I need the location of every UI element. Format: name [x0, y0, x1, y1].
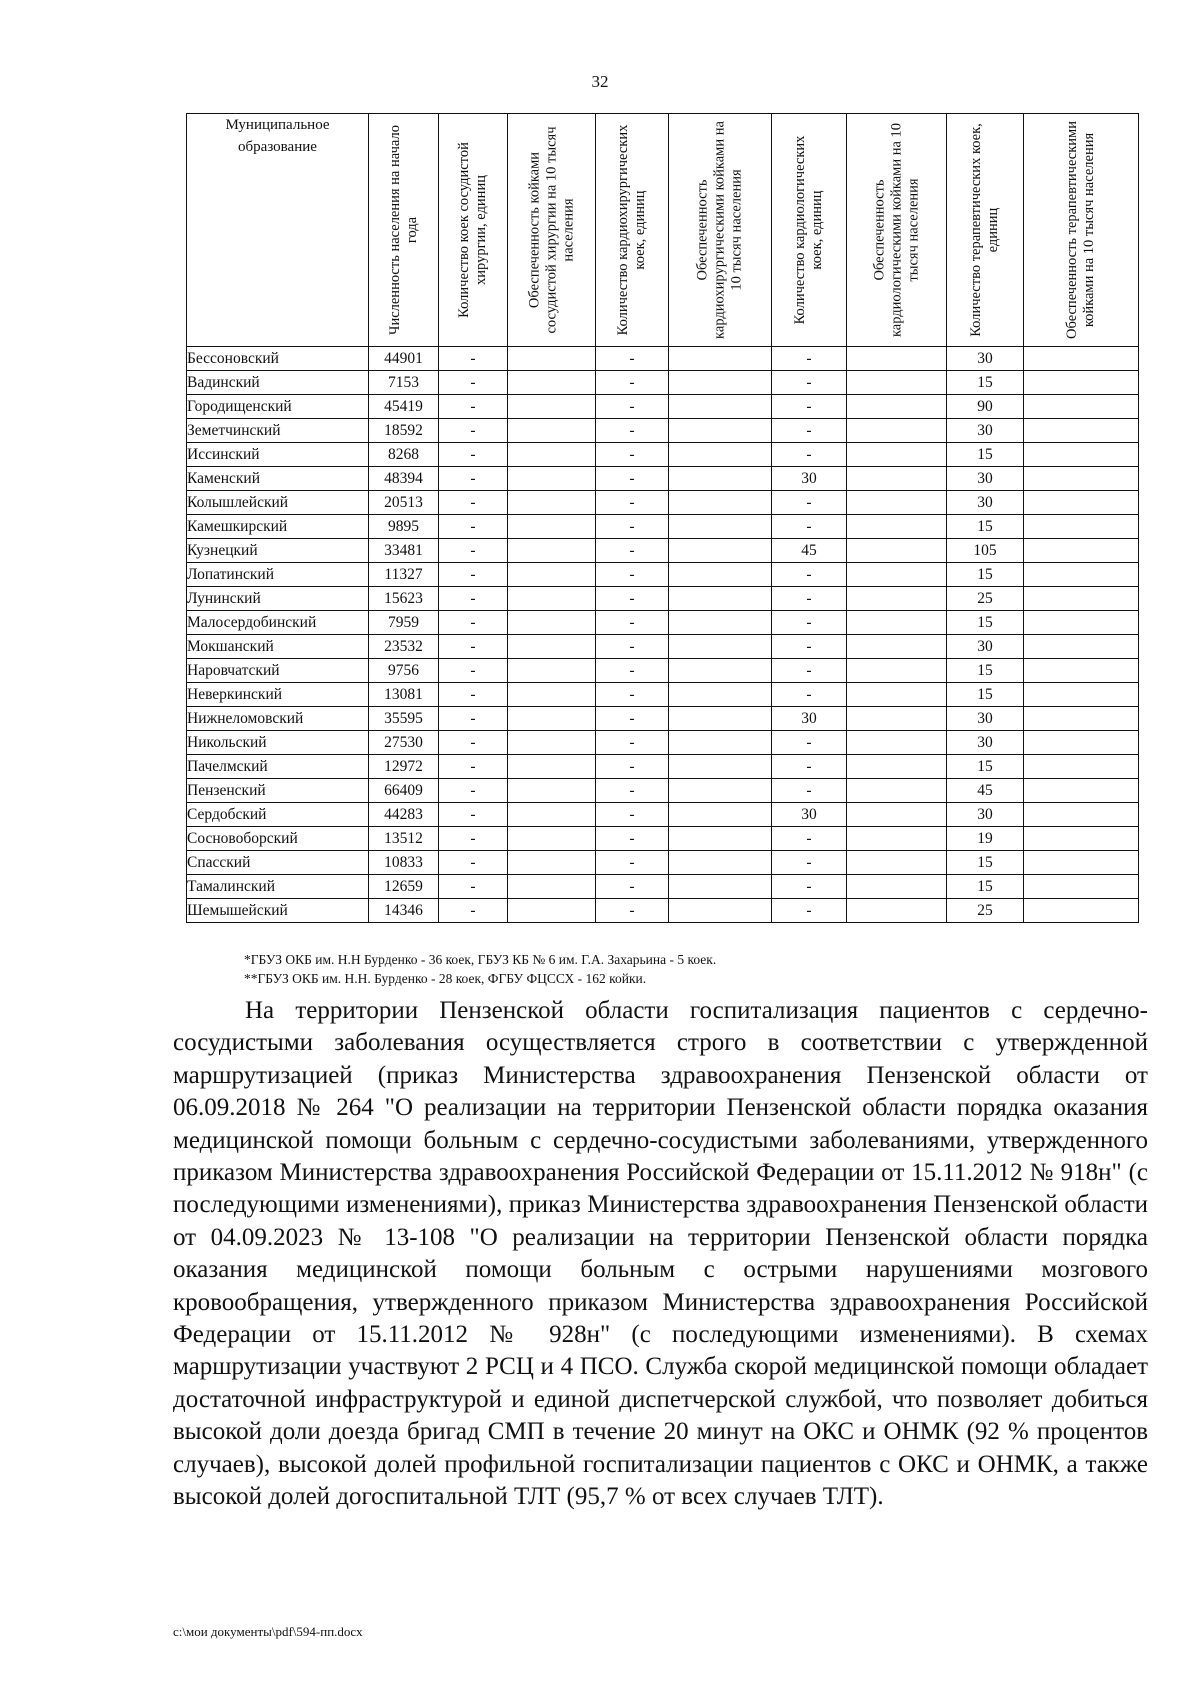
table-row — [187, 563, 1139, 587]
table-cell: - — [439, 515, 508, 539]
table-cell: - — [439, 563, 508, 587]
table-cell: 44901 — [369, 347, 439, 371]
table-row — [187, 635, 1139, 659]
table-cell: - — [439, 419, 508, 443]
table-cell — [669, 371, 772, 395]
table-cell: - — [772, 563, 847, 587]
table-row — [187, 587, 1139, 611]
table-cell: 10833 — [369, 851, 439, 875]
table-cell — [1024, 395, 1139, 419]
table-cell: 12659 — [369, 875, 439, 899]
table-cell: - — [439, 803, 508, 827]
municipality-cell: Сердобский — [187, 803, 369, 827]
table-cell: - — [439, 635, 508, 659]
table-cell: - — [596, 371, 669, 395]
table-cell: 15 — [947, 875, 1024, 899]
table-cell: - — [596, 731, 669, 755]
table-cell — [669, 515, 772, 539]
table-cell — [847, 635, 947, 659]
table-cell: 13512 — [369, 827, 439, 851]
table-cell: 15 — [947, 611, 1024, 635]
table-cell — [669, 563, 772, 587]
table-cell — [847, 899, 947, 923]
table-cell: - — [772, 491, 847, 515]
table-cell — [669, 491, 772, 515]
table-cell — [508, 851, 596, 875]
table-row — [187, 755, 1139, 779]
table-cell — [669, 395, 772, 419]
header-cardiosurgical-beds — [596, 114, 669, 347]
table-cell: 15 — [947, 443, 1024, 467]
table-cell: - — [596, 683, 669, 707]
table-cell — [847, 683, 947, 707]
table-cell: - — [439, 443, 508, 467]
table-cell: - — [596, 419, 669, 443]
table-cell: 30 — [772, 707, 847, 731]
table-cell: 20513 — [369, 491, 439, 515]
table-cell: - — [439, 395, 508, 419]
table-cell: - — [596, 875, 669, 899]
table-cell — [508, 683, 596, 707]
table-cell — [508, 563, 596, 587]
table-cell: 30 — [947, 731, 1024, 755]
table-cell — [1024, 587, 1139, 611]
table-cell — [1024, 875, 1139, 899]
table-header-row — [187, 114, 1139, 347]
table-row — [187, 707, 1139, 731]
table-cell: - — [439, 779, 508, 803]
table-cell — [1024, 827, 1139, 851]
table-body — [187, 347, 1139, 923]
table-cell — [1024, 779, 1139, 803]
table-cell — [1024, 851, 1139, 875]
header-cardiology-provision — [847, 114, 947, 347]
table-cell: 9895 — [369, 515, 439, 539]
table-cell — [1024, 371, 1139, 395]
table-cell: - — [439, 707, 508, 731]
table-cell: 30 — [947, 635, 1024, 659]
table-cell: 25 — [947, 899, 1024, 923]
table-cell — [508, 731, 596, 755]
table-cell — [508, 899, 596, 923]
table-row — [187, 491, 1139, 515]
municipality-cell: Земетчинский — [187, 419, 369, 443]
table-cell — [508, 347, 596, 371]
table-cell: 30 — [947, 803, 1024, 827]
header-label: Обеспеченность койками сосудистой хирургии на 10 тысяч населения — [526, 126, 576, 334]
table-cell — [847, 395, 947, 419]
table-cell — [508, 803, 596, 827]
table-cell — [508, 491, 596, 515]
table-cell — [847, 371, 947, 395]
table-cell: 7959 — [369, 611, 439, 635]
municipality-cell: Шемышейский — [187, 899, 369, 923]
table-cell: - — [439, 347, 508, 371]
municipality-cell: Малосердобинский — [187, 611, 369, 635]
table-cell: 7153 — [369, 371, 439, 395]
table-cell: - — [772, 443, 847, 467]
table-cell — [847, 347, 947, 371]
table-cell — [508, 443, 596, 467]
table-row — [187, 347, 1139, 371]
table-row — [187, 371, 1139, 395]
table-cell: - — [596, 443, 669, 467]
table-cell: - — [772, 371, 847, 395]
table-cell — [1024, 803, 1139, 827]
table-cell — [669, 731, 772, 755]
municipality-cell: Тамалинский — [187, 875, 369, 899]
table-cell — [1024, 755, 1139, 779]
table-cell — [1024, 899, 1139, 923]
table-cell — [847, 803, 947, 827]
municipality-cell: Спасский — [187, 851, 369, 875]
municipality-cell: Нижнеломовский — [187, 707, 369, 731]
header-therapeutic-provision — [1024, 114, 1139, 347]
table-cell: - — [596, 707, 669, 731]
table-cell: - — [439, 851, 508, 875]
table-cell — [669, 443, 772, 467]
table-cell — [669, 419, 772, 443]
table-cell: 35595 — [369, 707, 439, 731]
header-label: Обеспеченность кардиологическими койками на 10 тысяч населения — [871, 122, 921, 338]
table-cell: 11327 — [369, 563, 439, 587]
table-cell — [1024, 635, 1139, 659]
table-cell: - — [596, 755, 669, 779]
table-cell — [508, 515, 596, 539]
table-cell: - — [439, 467, 508, 491]
table-row — [187, 899, 1139, 923]
table-cell — [1024, 443, 1139, 467]
table-cell: 30 — [947, 347, 1024, 371]
municipality-cell: Кузнецкий — [187, 539, 369, 563]
table-cell: - — [596, 803, 669, 827]
table-cell — [847, 875, 947, 899]
table-cell: 15 — [947, 371, 1024, 395]
table-cell: 15623 — [369, 587, 439, 611]
table-cell — [669, 803, 772, 827]
table-cell: 105 — [947, 539, 1024, 563]
table-cell: - — [772, 395, 847, 419]
header-vascular-beds — [439, 114, 508, 347]
table-cell — [669, 347, 772, 371]
table-cell: - — [772, 755, 847, 779]
table-cell: - — [439, 899, 508, 923]
footnotes — [244, 950, 716, 988]
table-cell — [669, 659, 772, 683]
table-cell: - — [439, 587, 508, 611]
table-cell — [508, 659, 596, 683]
table-cell — [508, 635, 596, 659]
table-cell: 45 — [772, 539, 847, 563]
header-label: Количество кардиологических коек, единиц — [792, 135, 825, 325]
table-cell — [508, 611, 596, 635]
header-label: Численность населения на начало года — [386, 125, 420, 335]
table-cell — [847, 539, 947, 563]
table-cell — [508, 779, 596, 803]
table-cell — [669, 611, 772, 635]
table-row — [187, 683, 1139, 707]
table-cell — [1024, 491, 1139, 515]
header-label: Количество терапевтических коек, единиц — [968, 123, 1001, 337]
table-row — [187, 779, 1139, 803]
file-path-footer: c:\мои документы\pdf\594-пп.docx — [173, 1624, 363, 1639]
municipality-cell: Лопатинский — [187, 563, 369, 587]
table-cell — [847, 731, 947, 755]
municipality-cell: Никольский — [187, 731, 369, 755]
table-cell — [847, 467, 947, 491]
table-cell: - — [439, 611, 508, 635]
table-row — [187, 515, 1139, 539]
table-cell: 23532 — [369, 635, 439, 659]
page-number: 32 — [591, 72, 609, 91]
table-cell — [847, 779, 947, 803]
table-cell — [508, 707, 596, 731]
municipality-cell: Бессоновский — [187, 347, 369, 371]
table-cell: - — [439, 491, 508, 515]
table-cell: 30 — [772, 803, 847, 827]
table-cell: - — [772, 827, 847, 851]
table-cell: - — [596, 467, 669, 491]
table-cell — [508, 419, 596, 443]
table-cell: - — [772, 779, 847, 803]
table-cell: 30 — [947, 467, 1024, 491]
municipality-cell: Камешкирский — [187, 515, 369, 539]
table-cell: - — [596, 539, 669, 563]
table-cell — [847, 707, 947, 731]
table-cell — [1024, 467, 1139, 491]
table-cell: 8268 — [369, 443, 439, 467]
table-cell — [1024, 659, 1139, 683]
table-cell: 27530 — [369, 731, 439, 755]
table-cell — [669, 467, 772, 491]
table-cell: - — [596, 395, 669, 419]
table-cell: 15 — [947, 683, 1024, 707]
table-cell: 30 — [947, 707, 1024, 731]
table-cell — [847, 827, 947, 851]
beds-table-container — [186, 113, 1139, 923]
municipality-cell: Колышлейский — [187, 491, 369, 515]
municipality-cell: Иссинский — [187, 443, 369, 467]
table-cell: 15 — [947, 851, 1024, 875]
table-cell: - — [596, 515, 669, 539]
table-cell — [669, 587, 772, 611]
table-cell: - — [596, 491, 669, 515]
table-cell: 13081 — [369, 683, 439, 707]
table-cell — [669, 683, 772, 707]
table-cell: - — [596, 347, 669, 371]
table-cell — [669, 635, 772, 659]
table-cell — [508, 875, 596, 899]
table-cell: 30 — [947, 419, 1024, 443]
table-row — [187, 803, 1139, 827]
table-cell — [669, 875, 772, 899]
table-cell: 45419 — [369, 395, 439, 419]
municipality-cell: Неверкинский — [187, 683, 369, 707]
table-row — [187, 731, 1139, 755]
table-row — [187, 539, 1139, 563]
beds-table — [186, 113, 1139, 923]
header-label: Количество коек сосудистой хирургии, единиц — [456, 142, 489, 318]
table-cell — [1024, 683, 1139, 707]
table-cell — [508, 587, 596, 611]
table-cell — [1024, 419, 1139, 443]
table-cell: - — [772, 347, 847, 371]
table-cell — [847, 563, 947, 587]
table-cell: - — [439, 539, 508, 563]
table-cell — [1024, 515, 1139, 539]
table-cell — [1024, 707, 1139, 731]
table-cell — [669, 779, 772, 803]
table-cell — [847, 515, 947, 539]
table-cell — [847, 851, 947, 875]
table-cell: - — [772, 875, 847, 899]
municipality-cell: Каменский — [187, 467, 369, 491]
footnote: *ГБУЗ ОКБ им. Н.Н Бурденко - 36 коек, ГБУЗ КБ № 6 им. Г.А. Захарьина - 5 коек. — [244, 952, 717, 967]
table-cell — [508, 467, 596, 491]
table-cell: 15 — [947, 659, 1024, 683]
table-cell — [669, 827, 772, 851]
table-cell: 90 — [947, 395, 1024, 419]
table-cell: 14346 — [369, 899, 439, 923]
table-cell: 30 — [947, 491, 1024, 515]
table-row — [187, 659, 1139, 683]
table-cell — [669, 899, 772, 923]
table-cell: 33481 — [369, 539, 439, 563]
table-cell: - — [772, 515, 847, 539]
table-cell — [508, 371, 596, 395]
table-cell: - — [772, 659, 847, 683]
header-label: Количество кардиохирургических коек, единиц — [615, 124, 648, 336]
table-cell — [847, 419, 947, 443]
table-cell: - — [772, 731, 847, 755]
header-label: Обеспеченность терапевтическими койками на 10 тысяч населения — [1064, 121, 1097, 339]
table-cell — [508, 827, 596, 851]
table-cell: - — [772, 611, 847, 635]
table-cell: - — [772, 851, 847, 875]
table-row — [187, 419, 1139, 443]
header-label: Обеспеченность кардиохирургическими койками на 10 тысяч населения — [694, 121, 745, 339]
table-cell: 15 — [947, 563, 1024, 587]
table-cell — [508, 755, 596, 779]
table-cell — [508, 395, 596, 419]
table-cell: - — [596, 851, 669, 875]
table-cell — [508, 539, 596, 563]
municipality-cell: Наровчатский — [187, 659, 369, 683]
header-vascular-provision — [508, 114, 596, 347]
table-cell: - — [439, 659, 508, 683]
table-cell: - — [439, 755, 508, 779]
table-row — [187, 443, 1139, 467]
table-cell: - — [439, 371, 508, 395]
table-cell: - — [772, 419, 847, 443]
table-cell: 15 — [947, 515, 1024, 539]
footnote: **ГБУЗ ОКБ им. Н.Н. Бурденко - 28 коек, ФГБУ ФЦССХ - 162 койки. — [244, 971, 647, 986]
table-cell — [847, 491, 947, 515]
header-cardiosurgical-provision — [669, 114, 772, 347]
table-cell — [1024, 611, 1139, 635]
table-cell: - — [596, 827, 669, 851]
table-row — [187, 611, 1139, 635]
table-cell — [1024, 731, 1139, 755]
table-cell: 66409 — [369, 779, 439, 803]
municipality-cell: Лунинский — [187, 587, 369, 611]
table-cell: - — [772, 683, 847, 707]
table-cell — [847, 755, 947, 779]
table-cell — [669, 755, 772, 779]
table-cell: - — [439, 731, 508, 755]
table-row — [187, 851, 1139, 875]
table-cell — [1024, 347, 1139, 371]
table-cell — [669, 851, 772, 875]
table-cell — [847, 611, 947, 635]
table-cell — [669, 539, 772, 563]
table-cell: - — [772, 587, 847, 611]
table-cell: 12972 — [369, 755, 439, 779]
table-cell: 18592 — [369, 419, 439, 443]
table-cell: - — [596, 635, 669, 659]
municipality-cell: Мокшанский — [187, 635, 369, 659]
table-cell: 45 — [947, 779, 1024, 803]
header-municipality: Муниципальное образование — [187, 114, 369, 347]
table-cell — [847, 443, 947, 467]
header-cardiology-beds — [772, 114, 847, 347]
table-row — [187, 827, 1139, 851]
municipality-cell: Городищенский — [187, 395, 369, 419]
table-cell: - — [596, 779, 669, 803]
municipality-cell: Пензенский — [187, 779, 369, 803]
table-cell: - — [772, 899, 847, 923]
table-cell: - — [439, 827, 508, 851]
header-therapeutic-beds — [947, 114, 1024, 347]
header-population — [369, 114, 439, 347]
table-cell: - — [596, 587, 669, 611]
table-cell — [669, 707, 772, 731]
table-cell: 44283 — [369, 803, 439, 827]
table-row — [187, 395, 1139, 419]
table-cell — [1024, 563, 1139, 587]
table-cell — [847, 587, 947, 611]
municipality-cell: Сосновоборский — [187, 827, 369, 851]
table-cell: - — [596, 899, 669, 923]
table-cell: 25 — [947, 587, 1024, 611]
table-row — [187, 875, 1139, 899]
body-paragraph — [173, 995, 1148, 1514]
table-cell: 9756 — [369, 659, 439, 683]
table-cell: 15 — [947, 755, 1024, 779]
table-cell: - — [772, 635, 847, 659]
table-row — [187, 467, 1139, 491]
table-cell — [1024, 539, 1139, 563]
table-cell: 48394 — [369, 467, 439, 491]
municipality-cell: Вадинский — [187, 371, 369, 395]
table-cell: - — [596, 611, 669, 635]
table-cell: - — [596, 659, 669, 683]
table-cell: - — [596, 563, 669, 587]
body-paragraph-text: На территории Пензенской области госпитализация пациентов с сердечно-сосудистыми заболевания осуществляется строго в соответствии с утвержденной маршрутизацией (приказ Министерства здравоохранения Пензенской области от 06.09.2018 № 264 "О реализации на территории Пензенской области порядка оказания медицинской помощи больным с сердечно-сосудистыми заболеваниями, утвержденного приказом Министерства здравоохранения Российской Федерации от 15.11.2012 № 918н" (с последующими изменениями), приказ Министерства здравоохранения Пензенской области от 04.09.2023 № 13-108 "О реализации на территории Пензенской области порядка оказания медицинской помощи больным с острыми нарушениями мозгового кровообращения, утвержденного приказом Министерства здравоохранения Российской Федерации от 15.11.2012 № 928н" (с последующими изменениями). В схемах маршрутизации участвуют 2 РСЦ и 4 ПСО. Служба скорой медицинской помощи обладает достаточной инфраструктурой и единой диспетчерской службой, что позволяет добиться высокой доли доезда бригад СМП в течение 20 минут на ОКС и ОНМК (92 % процентов случаев), высокой долей профильной госпитализации пациентов с ОКС и ОНМК, а также высокой долей догоспитальной ТЛТ (95,7 % от всех случаев ТЛТ). — [173, 997, 1148, 1511]
table-cell — [847, 659, 947, 683]
table-cell: 19 — [947, 827, 1024, 851]
table-cell: - — [439, 875, 508, 899]
table-cell: 30 — [772, 467, 847, 491]
table-cell: - — [439, 683, 508, 707]
municipality-cell: Пачелмский — [187, 755, 369, 779]
